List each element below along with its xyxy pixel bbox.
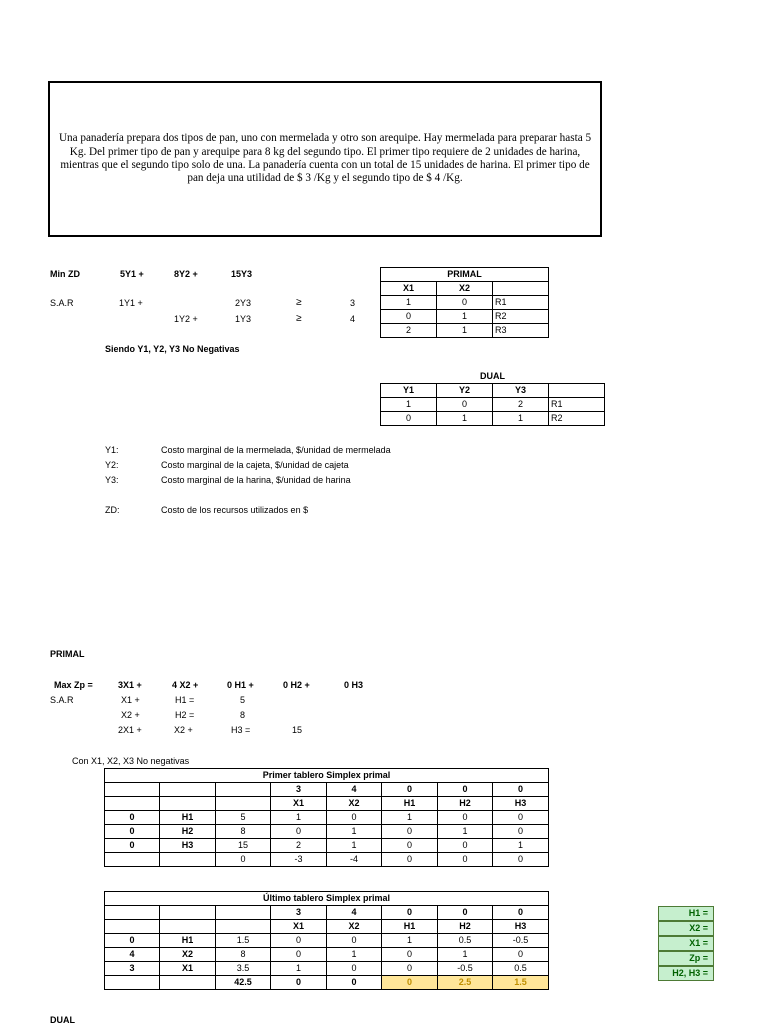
tableau-basis-cell: H3 [160,839,216,853]
problem-text: Una panadería prepara dos tipos de pan, uno con mermelada y otro son arequipe. Hay mermelada para preparar hasta 5 Kg. Del primer tipo de pan y arequipe para 8 kg del segundo tipo. El primer tipo requiere de 2 unidades de harina, mientras que el segundo tipo solo de una. La panadería cuenta con un total de 15 unidades de harina. El primer tipo de pan deja una utilidad de $ 3 /Kg y el segundo tipo de $ 4 /Kg. [58,132,592,185]
tableau-cell: 0 [271,934,327,948]
tableau-row [105,811,549,825]
matrix-cell: 0 [437,296,493,310]
tableau-row [105,948,549,962]
tableau-cell: 0 [438,811,493,825]
tableau-basis-cell: H1 [160,934,216,948]
matrix-cell: 1 [381,398,437,412]
tableau-cell: 3.5 [216,962,271,976]
tableau-cell [216,797,271,811]
matrix-row-label: R3 [493,324,549,338]
dual-objective-term: 15Y3 [231,269,253,279]
shadow-price-cell: 0 [382,976,438,990]
dual-constraint-term: 1Y3 [235,314,252,324]
tableau-var-header: H3 [493,797,549,811]
tableau-cell: 0 [382,948,438,962]
primal-sar-label: S.A.R [50,695,74,705]
tableau-cell: 0 [271,976,327,990]
tableau-cell [216,906,271,920]
tableau-cell [216,920,271,934]
primal-constraint-rhs: 8 [240,710,246,720]
dual-constraint-sign: ≥ [296,313,302,324]
tableau-coef-cell: 0 [493,783,549,797]
tableau-cell: 1 [271,811,327,825]
tableau-cell: 8 [216,825,271,839]
tableau-var-header: H1 [382,797,438,811]
tableau-cell: 2 [271,839,327,853]
tableau-cell: -3 [271,853,327,867]
tableau-var-header: H2 [438,797,493,811]
tableau-cell: 1 [493,839,549,853]
matrix-row-label: R1 [493,296,549,310]
tableau-cell: 15 [216,839,271,853]
primal-objective-term: 0 H1 + [227,680,254,690]
tableau-basis-cell: X1 [160,962,216,976]
definition-text: Costo marginal de la harina, $/unidad de harina [161,475,351,485]
definition-var: ZD: [105,505,120,515]
tableau-cell [105,853,160,867]
tableau-coef-cell: 3 [271,783,327,797]
result-label-x2: X2 = [658,921,714,936]
matrix-cell: 1 [381,296,437,310]
dual-constraint-term: 1Y1 + [119,298,143,308]
tableau-basis-cell: X2 [160,948,216,962]
tableau-cell: 0 [327,976,382,990]
tableau-cell [160,783,216,797]
tableau-cell [160,906,216,920]
matrix-cell: 1 [437,412,493,426]
matrix-cell: 0 [381,310,437,324]
tableau-var-header: H2 [438,920,493,934]
shadow-price-cell: 2.5 [438,976,493,990]
tableau-cell [105,906,160,920]
primal-matrix-table [380,267,549,338]
tableau-row [105,962,549,976]
tableau-cell [160,920,216,934]
tableau-cb-cell: 3 [105,962,160,976]
tableau-cell [105,976,160,990]
primal-constraint-term: H1 = [175,695,195,705]
tableau-cell: 1 [327,948,382,962]
dual-objective-label: Min ZD [50,269,80,279]
primal-constraint-term: X2 + [174,725,193,735]
primal-constraint-term: X1 + [121,695,140,705]
definition-text: Costo marginal de la mermelada, $/unidad de mermelada [161,445,391,455]
tableau-cell: 1 [271,962,327,976]
result-label-zp: Zp = [658,951,714,966]
tableau-cell: 0 [493,853,549,867]
dual-bottom-heading: DUAL [50,1015,75,1025]
matrix-cell: 1 [437,310,493,324]
tableau-var-header: X1 [271,797,327,811]
tableau-cell [160,797,216,811]
shadow-price-cell: 1.5 [493,976,549,990]
tableau-cell [160,976,216,990]
tableau-cell: 0.5 [493,962,549,976]
first-simplex-tableau [104,768,549,867]
tableau-basis-cell: H1 [160,811,216,825]
dual-constraint-term: 1Y2 + [174,314,198,324]
tableau-cell: 0 [382,825,438,839]
tableau-cell [105,797,160,811]
tableau-coef-cell: 0 [382,783,438,797]
dual-matrix-title: DUAL [480,371,505,381]
tableau-cell: 1 [327,839,382,853]
primal-nonneg-note: Con X1, X2, X3 No negativas [72,756,190,766]
matrix-header-cell: X2 [437,282,493,296]
dual-constraint-rhs: 4 [350,314,356,324]
primal-matrix-title: PRIMAL [381,268,549,282]
dual-nonneg-note: Siendo Y1, Y2, Y3 No Negativas [105,344,240,354]
tableau-cell: 1 [382,934,438,948]
matrix-cell: 0 [437,398,493,412]
tableau-coef-cell: 0 [438,906,493,920]
tableau-zj-row [105,976,549,990]
primal-constraint-term: 2X1 + [118,725,142,735]
definition-text: Costo de los recursos utilizados en $ [161,505,309,515]
tableau-coef-cell: 0 [382,906,438,920]
result-label-h2-h3: H2, H3 = [658,966,714,981]
tableau-var-header: H1 [382,920,438,934]
dual-constraint-sign: ≥ [296,297,302,308]
tableau-cb-cell: 0 [105,811,160,825]
primal-constraint-term: X2 + [121,710,140,720]
tableau-cell: -0.5 [438,962,493,976]
matrix-row-label: R1 [549,398,605,412]
dual-matrix-table [380,383,605,426]
matrix-header-cell: X1 [381,282,437,296]
tableau-zj-row [105,853,549,867]
tableau-cb-cell: 4 [105,948,160,962]
problem-statement-box [48,81,602,237]
tableau-coef-cell: 0 [438,783,493,797]
matrix-row-label: R2 [493,310,549,324]
primal-heading: PRIMAL [50,649,85,659]
dual-objective-term: 5Y1 + [120,269,144,279]
tableau-cb-cell: 0 [105,934,160,948]
tableau-cell: 5 [216,811,271,825]
tableau-cell: 1 [382,811,438,825]
matrix-cell: 1 [437,324,493,338]
tableau-cell: 0 [327,934,382,948]
tableau-cb-cell: 0 [105,839,160,853]
tableau-cell: 0 [271,948,327,962]
tableau-cell: 0 [493,825,549,839]
tableau-cell: 8 [216,948,271,962]
primal-constraint-term: H2 = [175,710,195,720]
matrix-cell: 1 [493,412,549,426]
tableau-row [105,934,549,948]
primal-constraint-term: H3 = [231,725,251,735]
tableau-cell: -0.5 [493,934,549,948]
tableau-var-header: X1 [271,920,327,934]
tableau-row [105,825,549,839]
matrix-header-cell [493,282,549,296]
matrix-cell: 2 [381,324,437,338]
dual-constraint-term: 2Y3 [235,298,252,308]
tableau-row [105,839,549,853]
matrix-header-cell [549,384,605,398]
matrix-row-label: R2 [549,412,605,426]
tableau-coef-cell: 4 [327,783,382,797]
tableau-cell: -4 [327,853,382,867]
tableau-cell: 0 [216,853,271,867]
tableau-var-header: H3 [493,920,549,934]
definition-var: Y2: [105,460,119,470]
tableau-cell: 0 [382,839,438,853]
tableau-cell [105,920,160,934]
matrix-cell: 2 [493,398,549,412]
tableau-cell [160,853,216,867]
tableau-cell: 0.5 [438,934,493,948]
tableau-basis-cell: H2 [160,825,216,839]
definition-var: Y3: [105,475,119,485]
tableau-cell: 0 [327,962,382,976]
primal-objective-term: 4 X2 + [172,680,199,690]
tableau-cell: 1 [438,825,493,839]
matrix-header-cell: Y2 [437,384,493,398]
matrix-header-cell: Y3 [493,384,549,398]
tableau-title: Último tablero Simplex primal [105,892,549,906]
tableau-var-header: X2 [327,797,382,811]
tableau-cell: 1 [327,825,382,839]
tableau-cell: 0 [382,962,438,976]
tableau-cell: 0 [493,811,549,825]
tableau-cell: 0 [438,853,493,867]
tableau-cell: 0 [271,825,327,839]
tableau-coef-cell: 3 [271,906,327,920]
matrix-header-cell: Y1 [381,384,437,398]
dual-sar-label: S.A.R [50,298,74,308]
tableau-cell: 0 [438,839,493,853]
primal-objective-label: Max Zp = [54,680,93,690]
tableau-cell: 0 [327,811,382,825]
primal-constraint-rhs: 15 [292,725,303,735]
result-label-x1: X1 = [658,936,714,951]
tableau-cell: 1.5 [216,934,271,948]
tableau-cell [105,783,160,797]
primal-constraint-rhs: 5 [240,695,246,705]
result-label-h1: H1 = [658,906,714,921]
tableau-coef-cell: 4 [327,906,382,920]
tableau-optimal-value: 42.5 [216,976,271,990]
tableau-cell: 0 [382,853,438,867]
dual-constraint-rhs: 3 [350,298,356,308]
primal-objective-term: 3X1 + [118,680,142,690]
matrix-cell: 0 [381,412,437,426]
tableau-cell: 1 [438,948,493,962]
dual-objective-term: 8Y2 + [174,269,198,279]
tableau-coef-cell: 0 [493,906,549,920]
tableau-cell: 0 [493,948,549,962]
definition-text: Costo marginal de la cajeta, $/unidad de cajeta [161,460,349,470]
tableau-cb-cell: 0 [105,825,160,839]
tableau-var-header: X2 [327,920,382,934]
primal-objective-term: 0 H3 [344,680,364,690]
tableau-title: Primer tablero Simplex primal [105,769,549,783]
tableau-cell [216,783,271,797]
primal-objective-term: 0 H2 + [283,680,310,690]
last-simplex-tableau [104,891,549,990]
definition-var: Y1: [105,445,119,455]
